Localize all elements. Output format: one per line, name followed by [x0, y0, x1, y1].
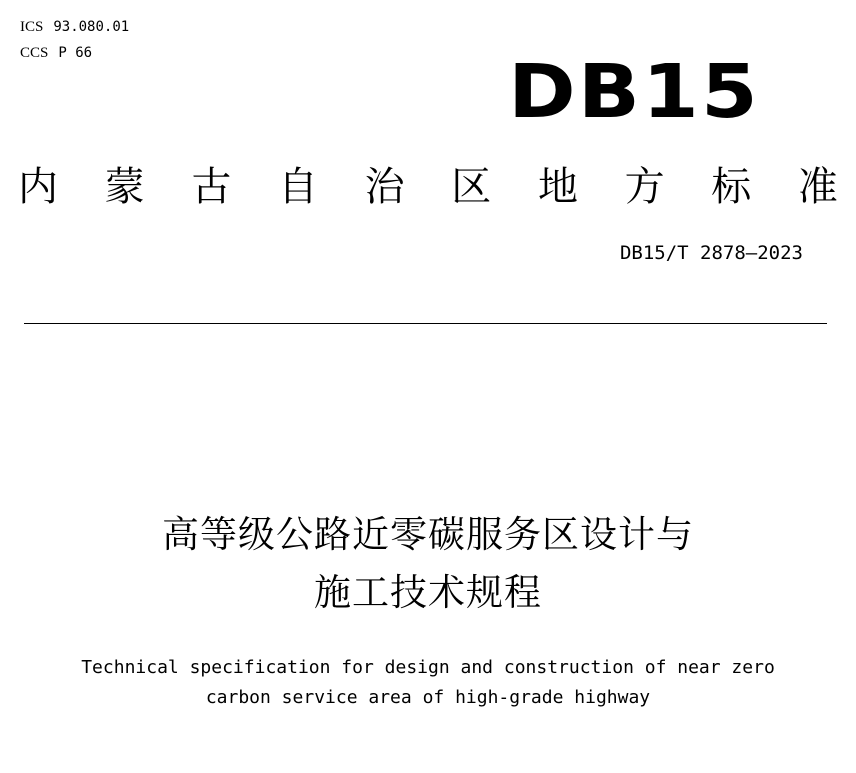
issuer-title-char: 标: [711, 164, 752, 210]
issuer-title-char: 自: [277, 164, 318, 210]
title-en-line-2: carbon service area of high-grade highway: [205, 687, 651, 708]
issuer-title-char: 准: [797, 164, 838, 210]
ics-label: ICS: [20, 19, 44, 35]
issuer-title: [18, 163, 838, 211]
issuer-title-char: 区: [451, 164, 492, 210]
standard-mark: DB15: [508, 49, 760, 135]
issuer-title-char: 地: [537, 164, 578, 210]
issuer-title-char: 古: [191, 164, 232, 210]
ccs-code: [20, 44, 92, 62]
ccs-value: P 66: [58, 45, 93, 61]
issuer-title-char: 蒙: [104, 164, 145, 210]
issuer-title-char: 治: [364, 164, 405, 210]
standard-number: DB15/T 2878—2023: [619, 242, 803, 264]
title-en-line-1: Technical specification for design and construction of near zero: [81, 657, 775, 678]
title-cn-line-2: 施工技术规程: [314, 571, 542, 614]
ics-code: [20, 18, 129, 36]
header-divider: [24, 323, 827, 324]
ics-value: 93.080.01: [53, 19, 130, 35]
ccs-label: CCS: [20, 45, 49, 61]
title-cn-line-1: 高等级公路近零碳服务区设计与: [162, 513, 694, 556]
issuer-title-char: 方: [624, 164, 665, 210]
issuer-title-char: 内: [18, 164, 58, 210]
